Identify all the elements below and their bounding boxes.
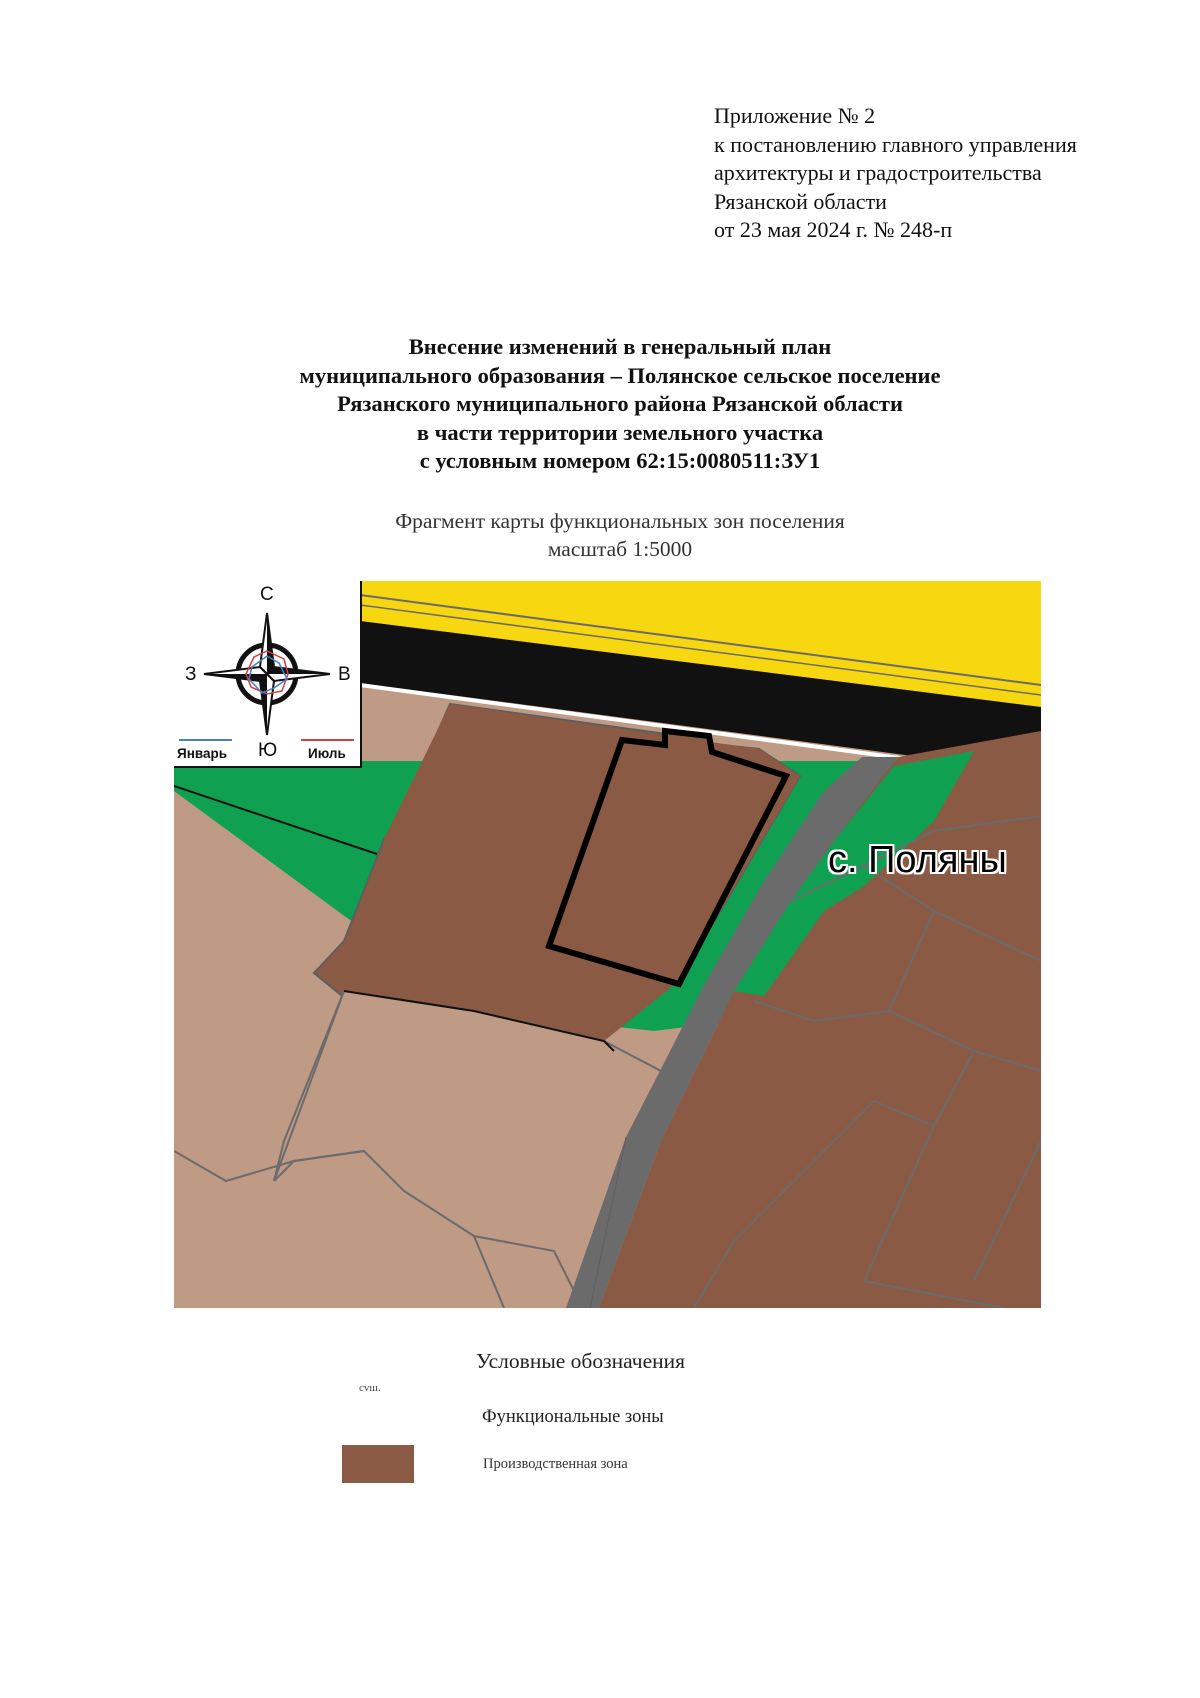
january-label: Январь [177,746,228,761]
appendix-line-4: Рязанской области [714,188,887,214]
map-subtitle [170,507,1070,563]
subtitle-line-1: Фрагмент карты функциональных зон поселения [395,509,845,533]
appendix-header [714,102,1174,245]
legend-item-production-zone: Производственная зона [483,1456,628,1472]
legend-title: Условные обозначения [476,1349,686,1373]
title-line-3: Рязанского муниципального района Рязанской области [337,391,903,416]
subtitle-line-2: масштаб 1:5000 [547,537,693,561]
compass-north-label: С [260,584,274,605]
july-label: Июль [308,746,346,761]
title-line-1: Внесение изменений в генеральный план [408,334,832,359]
compass-rose-panel [174,581,362,768]
document-title [170,333,1070,476]
compass-west-label: З [185,664,197,685]
appendix-line-2: к постановлению главного управления [714,131,1077,157]
legend-code: cvш. [359,1382,381,1394]
appendix-line-3: архитектуры и градостроительства [714,160,1042,185]
title-line-4: в части территории земельного участка [416,419,824,445]
village-label: с. Поляны [828,839,1007,881]
legend-group-functional-zones: Функциональные зоны [482,1407,664,1427]
compass-south-label: Ю [258,740,278,761]
title-line-5: с условным номером 62:15:0080511:ЗУ1 [419,448,821,473]
compass-east-label: В [338,664,351,685]
compass-rose-icon [174,581,360,766]
title-line-2: муниципального образования – Полянское сельское поселение [299,362,941,388]
appendix-line-5: от 23 мая 2024 г. № 248-п [714,217,953,242]
functional-zones-map[interactable] [174,581,1041,1308]
appendix-line-1: Приложение № 2 [714,103,876,128]
legend-swatch-production-zone [342,1445,414,1483]
